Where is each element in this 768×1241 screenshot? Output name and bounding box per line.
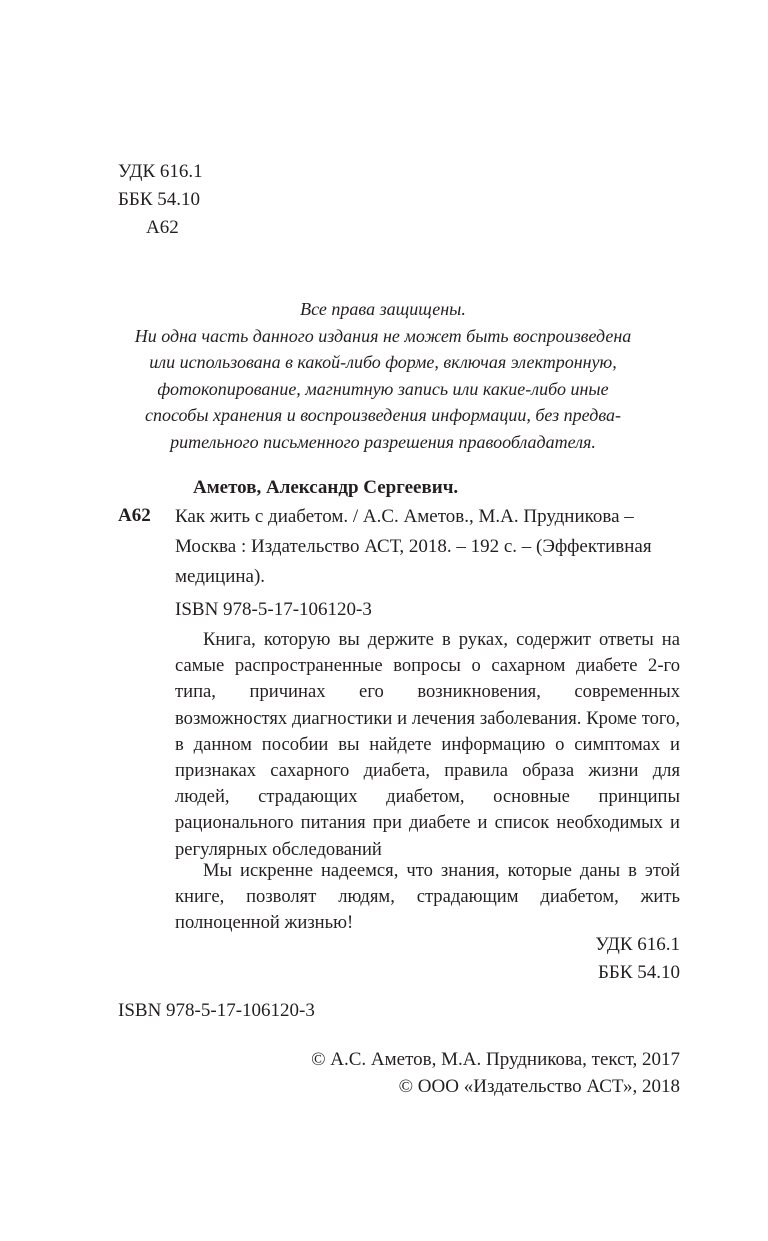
annotation-paragraph: Мы искренне надеемся, что знания, которые даны в этой книге, позволят людям, страдающим диабетом, жить полноценной жизнью! [175,860,680,934]
rights-line: Ни одна часть данного издания не может быть воспроизведена [134,325,632,346]
author-heading: Аметов, Александр Сергеевич. [193,477,459,498]
copyright-line: © А.С. Аметов, М.А. Прудникова, текст, 2017 [311,1049,680,1070]
catalog-author-mark: А62 [118,505,151,526]
udk-code: УДК 616.1 [118,161,203,182]
rights-notice [110,296,656,455]
catalog-isbn: ISBN 978-5-17-106120-3 [175,599,372,620]
author-mark: А62 [146,217,179,238]
rights-line: рительного письменного разрешения правообладателя. [170,431,596,452]
catalog-classification-codes [500,931,680,987]
rights-line: способы хранения и воспроизведения информации, без предва- [144,405,621,425]
annotation-paragraph: Книга, которую вы держите в руках, содержит ответы на самые распространенные вопросы о сахарном диабете 2-го типа, причинах его возникновения, современных возможностях диагностики и лечения заболевания. Кроме того, в данном пособии вы найдете информацию о симптомах и признаках сахарного диабета, правила образа жизни для людей, страдающих диабетом, основные принципы рационального питания при диабете и список необходимых и регулярных обследований [175,629,680,860]
copyright-block [200,1046,680,1100]
udk-code: УДК 616.1 [595,934,680,955]
bbk-code: ББК 54.10 [118,189,200,210]
classification-codes [118,158,203,242]
annotation-closing [175,858,680,937]
rights-line: Все права защищены. [300,299,466,319]
rights-line: фотокопирование, магнитную запись или какие-либо иные [157,378,609,399]
bibliographic-description: Как жить с диабетом. / А.С. Аметов., М.А. Прудникова – Москва : Издательство АСТ, 2018. – 192 с. – (Эффективная медицина). [175,506,652,587]
annotation [175,627,680,863]
rights-line: или использована в какой-либо форме, включая электронную, [149,352,617,372]
bbk-code: ББК 54.10 [598,962,680,983]
footer-isbn: ISBN 978-5-17-106120-3 [118,1000,315,1021]
copyright-line: © ООО «Издательство АСТ», 2018 [398,1076,680,1097]
